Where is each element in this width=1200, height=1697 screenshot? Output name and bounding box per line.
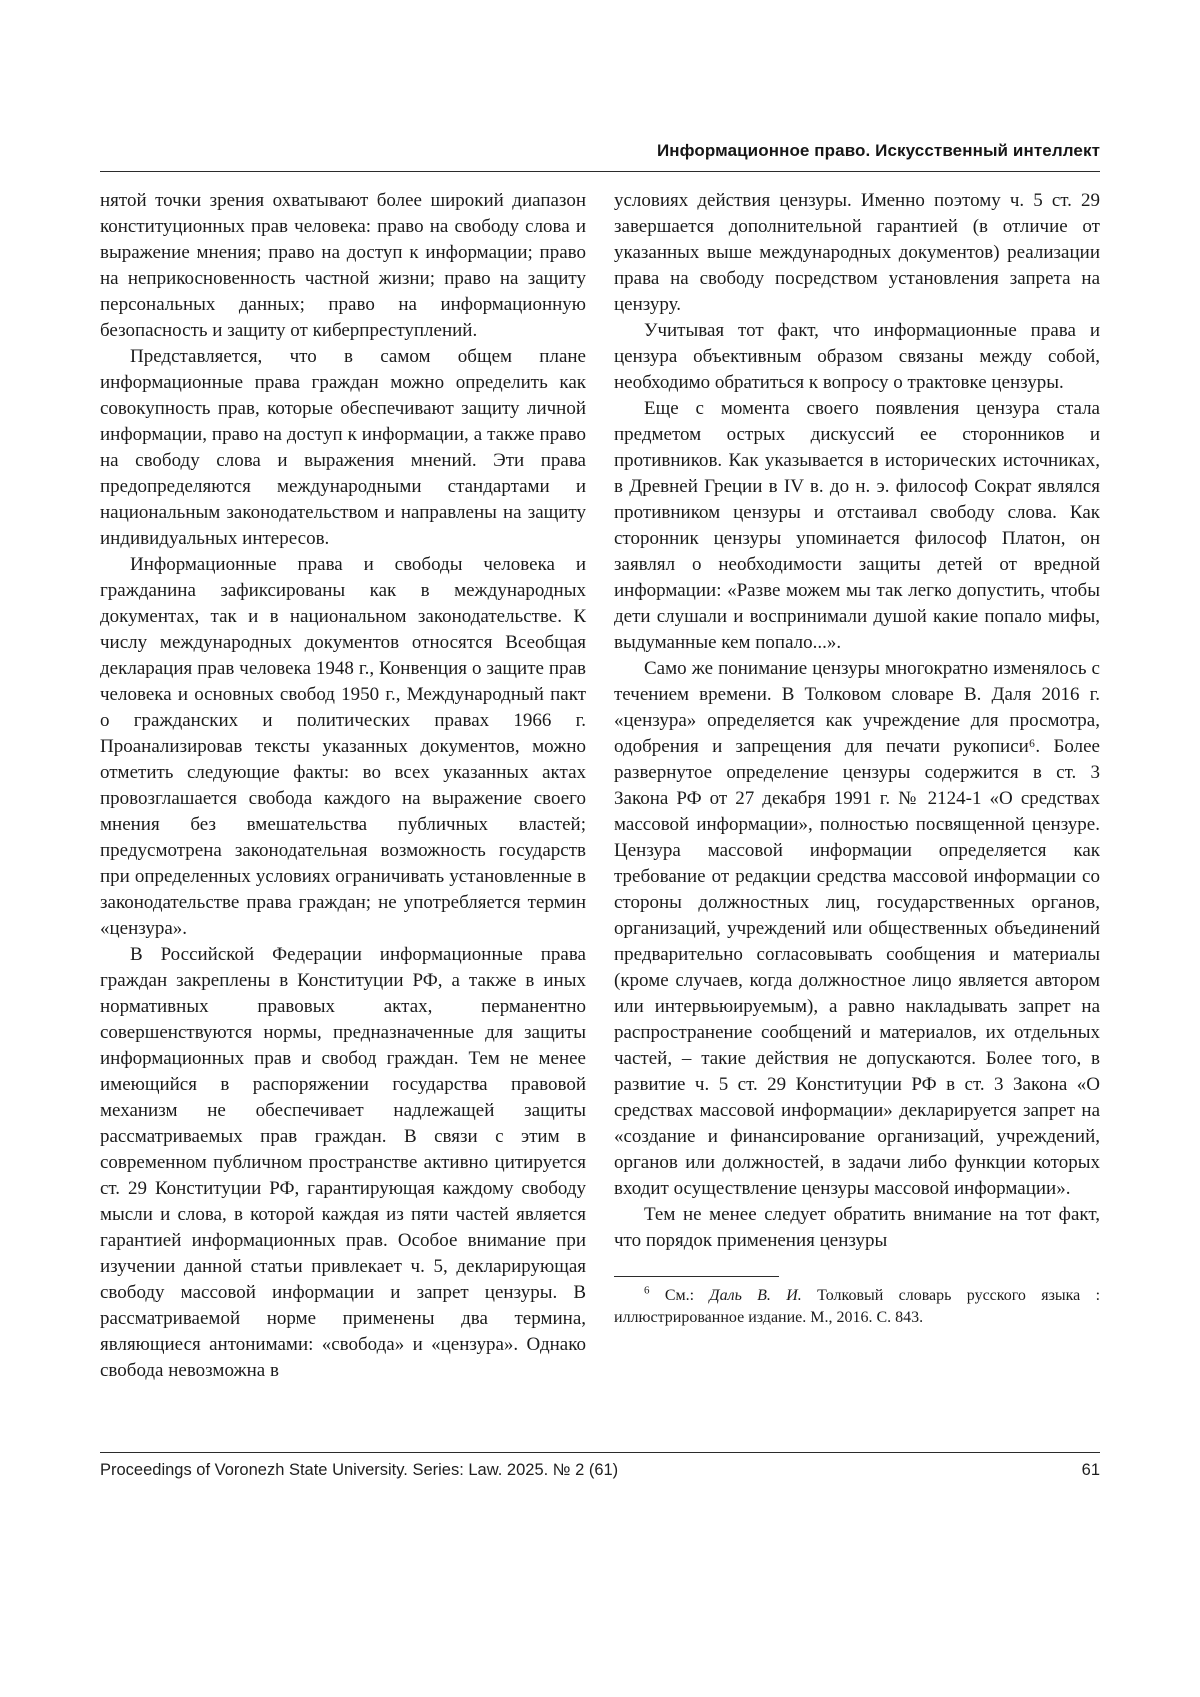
paragraph: Представляется, что в самом общем плане информационные права граждан можно определить как совокупность прав, которые обеспечивают защиту личной информации, право на доступ к информации, а также право на свободу слова и выражения мнений. Эти права предопределяются международными стандартами и национальным законодательством и направлены на защиту индивидуальных интересов. [100,346,586,549]
footnote-source: Толковый словарь русского языка : иллюстрированное издание. М., 2016. С. 843. [614,1287,1101,1326]
paragraph: Само же понимание цензуры многократно изменялось с течением времени. В Толковом словаре В. Даля 2016 г. «цензура» определяется как учреждение для просмотра, одобрения и запрещения для печати рукописи⁶. Более развернутое определение цензуры содержится в ст. 3 Закона РФ от 27 декабря 1991 г. № 2124-1 «О средствах массовой информации», полностью посвященной цензуре. Цензура массовой информации определяется как требование от редакции средства массовой информации со стороны должностных лиц, государственных органов, организаций, учреждений или общественных объединений предварительно согласовывать сообщения и материалы (кроме случаев, когда должностное лицо является автором или интервьюируемым), а равно накладывать запрет на распространение сообщений и материалов, их отдельных частей, – такие действия не допускаются. Более того, в развитие ч. 5 ст. 29 Конституции РФ в ст. 3 Закона «О средствах массовой информации» декларируется запрет на «создание и финансирование организаций, учреждений, органов или должностей, в задачи либо функции которых входит осуществление цензуры массовой информации». [614,658,1100,1199]
paragraph: условиях действия цензуры. Именно поэтому ч. 5 ст. 29 завершается дополнительной гарантией (в отличие от указанных выше международных документов) реализации права на свободу посредством установления запрета на цензуру. [614,190,1100,315]
right-column [614,188,1100,1384]
footnote-author: Даль В. И. [709,1287,802,1304]
paragraph: Еще с момента своего появления цензура стала предметом острых дискуссий ее сторонников и противников. Как указывается в исторических источниках, в Древней Греции в IV в. до н. э. философ Сократ являлся противником цензуры и отстаивал свободу слова. Как сторонник цензуры упоминается философ Платон, он заявлял о необходимости защиты детей от вредной информации: «Разве можем мы так легко допустить, чтобы дети слушали и воспринимали душой какие попало мифы, выдуманные кем попало...». [614,398,1100,653]
paragraph: Тем не менее следует обратить внимание на тот факт, что порядок применения цензуры [614,1204,1100,1251]
header-divider [100,171,1100,172]
footnote [614,1285,1100,1329]
article-body [100,188,1100,1384]
page-number: 61 [1081,1461,1100,1479]
footnote-marker: 6 [644,1284,650,1297]
paragraph: Учитывая тот факт, что информационные права и цензура объективным образом связаны между собой, необходимо обратиться к вопросу о трактовке цензуры. [614,320,1100,393]
left-column [100,188,586,1384]
paragraph: Информационные права и свободы человека и гражданина зафиксированы как в международных документах, так и в национальном законодательстве. К числу международных документов относятся Всеобщая декларация прав человека 1948 г., Конвенция о защите прав человека и основных свобод 1950 г., Международный пакт о гражданских и политических правах 1966 г. Проанализировав тексты указанных документов, можно отметить следующие факты: во всех указанных актах провозглашается свобода каждого на выражение своего мнения без вмешательства публичных властей; предусмотрена законодательная возможность государств при определенных условиях ограничивать установленные в законодательстве права граждан; не употребляется термин «цензура». [100,554,586,939]
page-footer [100,1452,1100,1480]
page-header [100,141,1100,172]
paragraph: нятой точки зрения охватывают более широкий диапазон конституционных прав человека: право на свободу слова и выражение мнения; право на доступ к информации; право на неприкосновенность частной жизни; право на защиту персональных данных; право на информационную безопасность и защиту от киберпреступлений. [100,190,586,341]
paragraph: В Российской Федерации информационные права граждан закреплены в Конституции РФ, а также в иных нормативных правовых актах, перманентно совершенствуются нормы, предназначенные для защиты информационных прав и свобод граждан. Тем не менее имеющийся в распоряжении государства правовой механизм не обеспечивает надлежащей защиты рассматриваемых прав граждан. В связи с этим в современном публичном пространстве активно цитируется ст. 29 Конституции РФ, гарантирующая каждому свободу мысли и слова, в которой каждая из пяти частей является гарантией информационных прав. Особое внимание при изучении данной статьи привлекает ч. 5, декларирующая свободу массовой информации и запрет цензуры. В рассматриваемой норме применены два термина, являющиеся антонимами: «свобода» и «цензура». Однако свобода невозможна в [100,944,586,1381]
footnote-block [614,1276,1100,1329]
journal-line: Proceedings of Voronezh State University. Series: Law. 2025. № 2 (61) [100,1461,619,1479]
footnote-see-label: См.: [664,1287,695,1304]
running-head: Информационное право. Искусственный интеллект [656,141,1100,160]
footnote-divider [614,1276,779,1277]
